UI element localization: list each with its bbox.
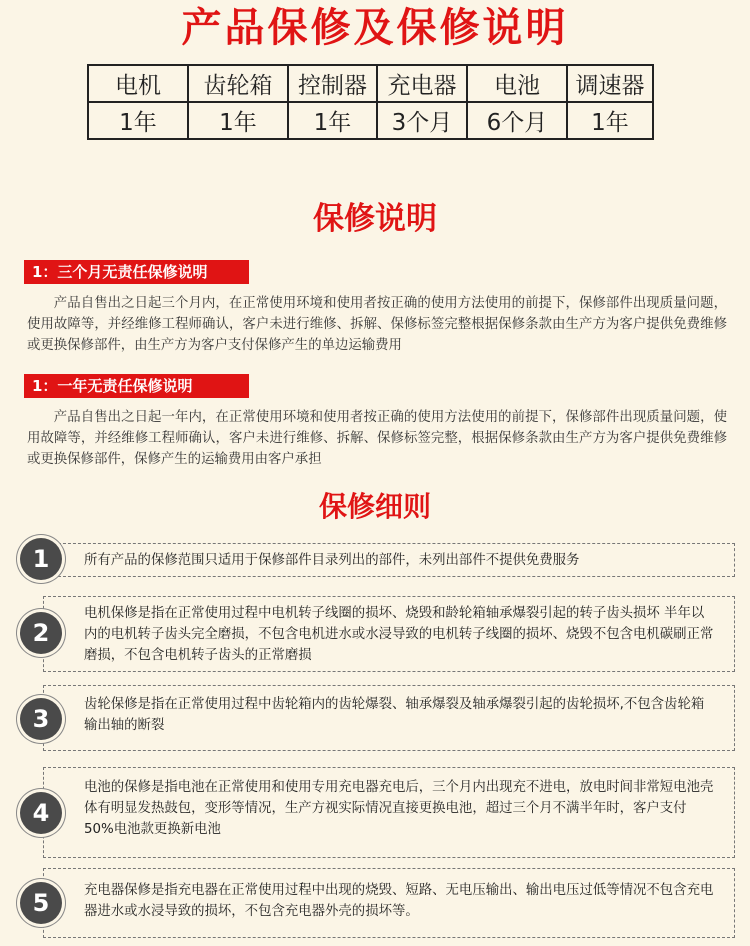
rule-number-badge: 1 (20, 538, 62, 580)
table-header-row (88, 65, 653, 102)
rule-text: 电池的保修是指电池在正常使用和使用专用充电器充电后，三个月内出现充不进电，放电时间非常短电池壳体有明显发热鼓包，变形等情况，生产方视实际情况直接更换电池，超过三个月不满半年时，客户支付50%电池款更换新电池 (84, 780, 714, 837)
table-header-cell: 齿轮箱 (188, 65, 288, 102)
rule-number-badge: 4 (20, 792, 62, 834)
section-tag-three-month: 1：三个月无责任保修说明 (24, 260, 249, 284)
table-cell: 1年 (288, 102, 377, 139)
table-header-cell: 充电器 (377, 65, 467, 102)
warranty-period-table (87, 64, 654, 140)
table-header-cell: 调速器 (567, 65, 653, 102)
rule-text: 充电器保修是指充电器在正常使用过程中出现的烧毁、短路、无电压输出、输出电压过低等情况不包含充电器进水或水浸导致的损坏，不包含充电器外壳的损坏等。 (84, 883, 714, 919)
rule-text: 齿轮保修是指在正常使用过程中齿轮箱内的齿轮爆裂、轴承爆裂及轴承爆裂引起的齿轮损坏,不包含齿轮箱输出轴的断裂 (84, 697, 705, 733)
paragraph-one-year: 产品自售出之日起一年内，在正常使用环境和使用者按正确的使用方法使用的前提下，保修部件出现质量问题，使用故障等，并经维修工程师确认，客户未进行维修、拆解、保修标签完整，根据保修条款由生产方为客户提供免费维修或更换保修部件，保修产生的运输费用由客户承担 (27, 410, 727, 467)
section-title-details: 保修细则 (318, 490, 431, 523)
rule-item (43, 596, 735, 672)
table-header-cell: 电池 (467, 65, 567, 102)
rule-item (43, 868, 735, 938)
section-title-description: 保修说明 (313, 201, 437, 237)
table-cell: 1年 (567, 102, 653, 139)
rule-text: 电机保修是指在正常使用过程中电机转子线圈的损坏、烧毁和龄轮箱轴承爆裂引起的转子齿头损坏 半年以内的电机转子齿头完全磨损，不包含电机进水或水浸导致的电机转子线圈的损坏、烧毁不包含电机碳刷正常磨损，不包含电机转子齿头的正常磨损 (84, 606, 714, 663)
rule-number-badge: 2 (20, 612, 62, 654)
table-cell: 3个月 (377, 102, 467, 139)
section-tag-one-year: 1：一年无责任保修说明 (24, 374, 249, 398)
rule-item (43, 685, 735, 751)
rule-item (43, 543, 735, 577)
rule-text: 所有产品的保修范围只适用于保修部件目录列出的部件，未列出部件不提供免费服务 (84, 553, 580, 568)
rule-item (43, 767, 735, 858)
rule-number-badge: 5 (20, 882, 62, 924)
page-title: 产品保修及保修说明 (181, 5, 569, 51)
table-cell: 1年 (88, 102, 188, 139)
table-header-cell: 控制器 (288, 65, 377, 102)
paragraph-three-month: 产品自售出之日起三个月内，在正常使用环境和使用者按正确的使用方法使用的前提下，保修部件出现质量问题，使用故障等，并经维修工程师确认，客户未进行维修、拆解、保修标签完整根据保修条款由生产方为客户提供免费维修或更换保修部件，由生产方为客户支付保修产生的单边运输费用 (27, 296, 727, 353)
table-cell: 1年 (188, 102, 288, 139)
table-row (88, 102, 653, 139)
table-header-cell: 电机 (88, 65, 188, 102)
table-cell: 6个月 (467, 102, 567, 139)
rule-number-badge: 3 (20, 698, 62, 740)
